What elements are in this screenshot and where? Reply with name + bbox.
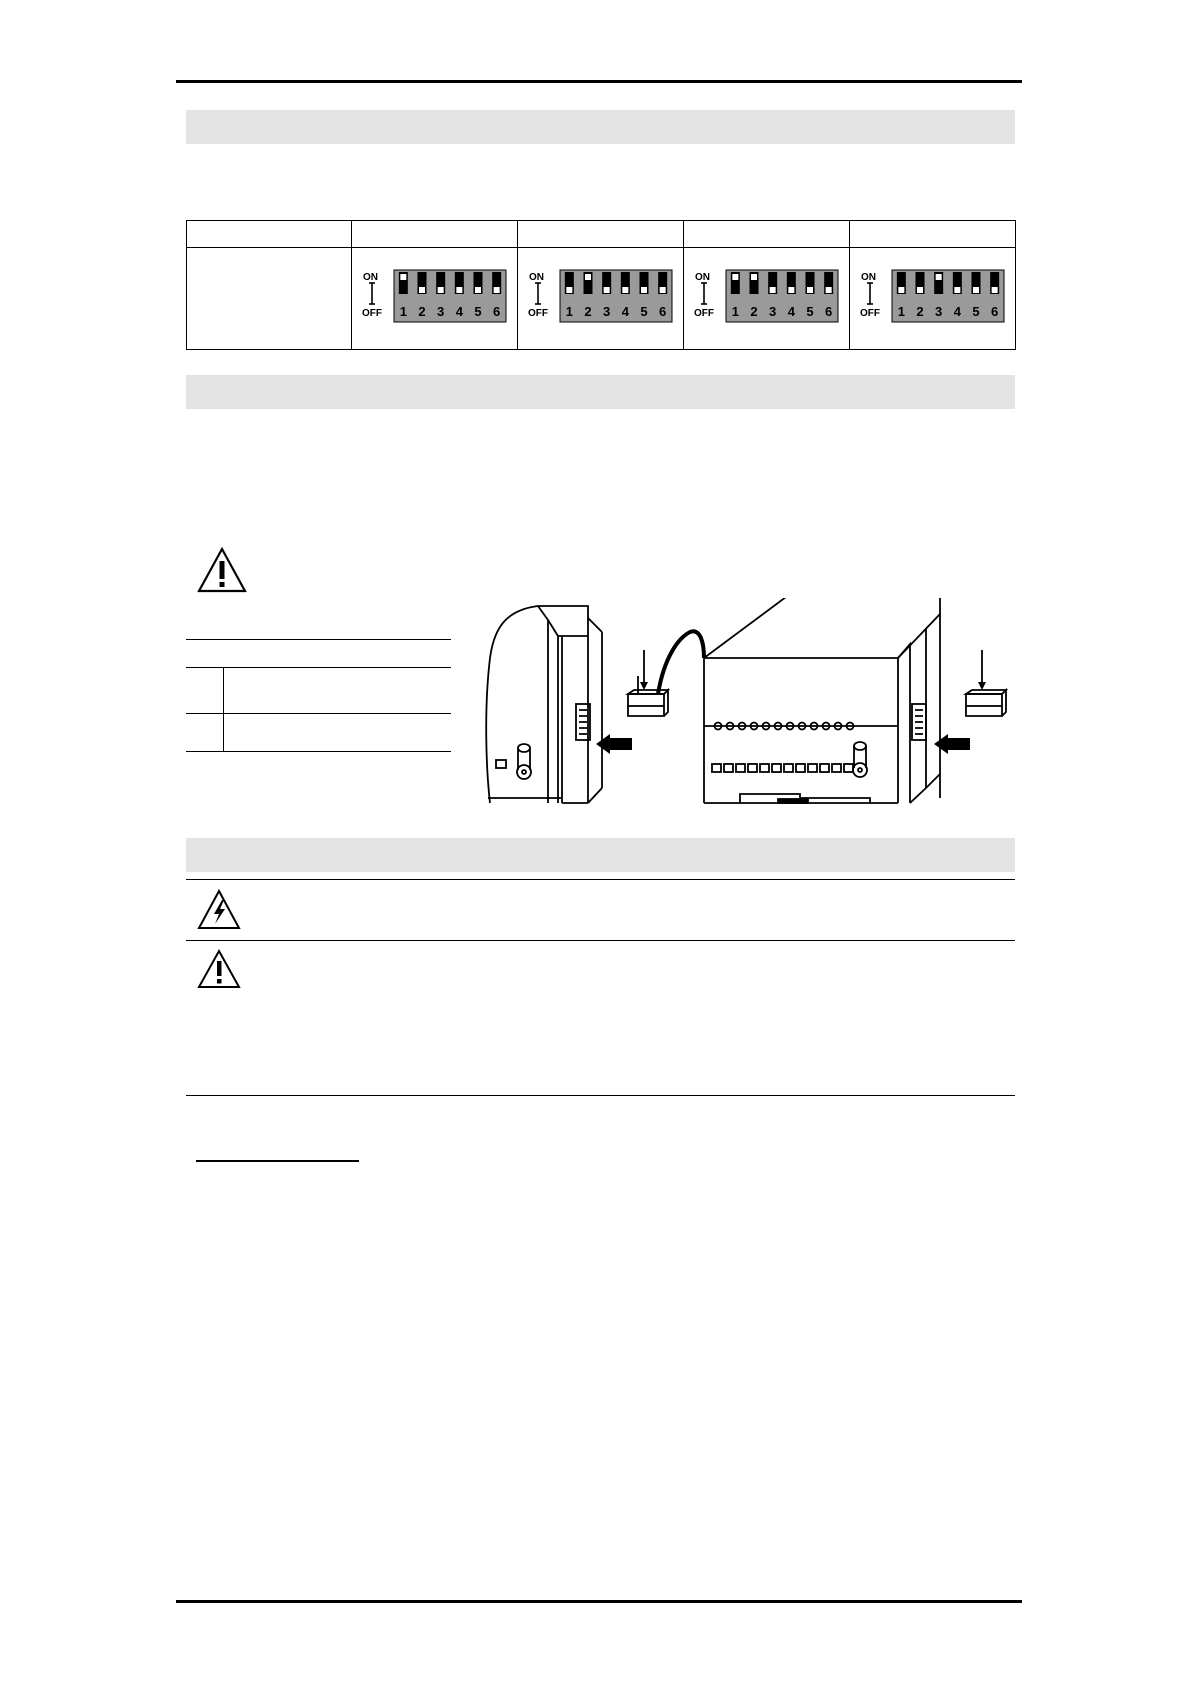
dip-switch-body [726,270,838,322]
dip-switch-number: 2 [749,304,758,319]
on-off-indicator-icon [535,283,541,304]
dip-switch-cell [518,248,684,350]
dip-switch-body [560,270,672,322]
dip-toggle-knob [917,287,923,293]
dip-switch-graphic [528,268,674,324]
dip-switch-0 [362,268,508,329]
dip-toggle-knob [456,287,462,293]
on-off-indicator-icon [867,283,873,304]
dip-switch-cell [850,248,1016,350]
table-rule [186,713,451,714]
dip-toggle-knob [419,287,425,293]
table-row [187,248,1016,350]
dip-switch-number: 5 [805,304,814,319]
dip-toggle-knob [807,287,813,293]
table-header-cell [684,221,850,248]
dip-switch-number: 1 [897,304,905,319]
dip-toggle-knob [437,287,443,293]
table-header-row [187,221,1016,248]
dip-switch-body [892,270,1004,322]
section-heading-band [186,838,1015,872]
dip-switch-number: 4 [455,304,463,319]
warning-rule [186,1095,1015,1096]
dip-switch-number: 5 [473,304,482,319]
dip-toggle-knob [898,287,904,293]
table-column-divider [223,667,224,751]
dip-switch-number: 4 [787,304,795,319]
section-heading-band [186,375,1015,409]
table-header-cell [518,221,684,248]
table-header-cell [352,221,518,248]
dip-switch-number: 1 [399,304,407,319]
table-rule [186,667,451,668]
electrical-hazard-icon [196,888,242,932]
table-rule [186,751,451,752]
dip-switch-2 [694,268,840,329]
dip-toggle-knob [954,287,960,293]
dip-switch-number: 3 [602,304,610,319]
dip-switch-cell [352,248,518,350]
section-heading-band [186,110,1015,144]
on-off-indicator-icon [701,283,707,304]
warning-rule [186,879,1015,880]
dip-switch-number: 6 [824,304,832,319]
dip-off-label: OFF [361,308,382,319]
dip-on-label: ON [694,272,710,283]
dip-switch-number: 5 [639,304,648,319]
dip-on-label: ON [528,272,544,283]
header-rule [176,80,1022,83]
dip-toggle-knob [973,287,979,293]
dip-toggle-knob [641,287,647,293]
dip-toggle-knob [475,287,481,293]
dip-toggle-knob [732,274,738,280]
dip-switch-cell [684,248,850,350]
dip-switch-number: 1 [731,304,739,319]
dip-toggle-knob [566,287,572,293]
table-header-cell [187,221,352,248]
right-module-drawing [704,598,1006,803]
dip-on-label: ON [362,272,378,283]
dip-switch-number: 4 [953,304,961,319]
dip-switch-number: 5 [971,304,980,319]
dip-switch-number: 6 [990,304,998,319]
table-rule [186,639,451,640]
dip-switch-number: 2 [915,304,924,319]
dip-toggle-knob [825,287,831,293]
dip-switch-graphic [860,268,1006,324]
dip-on-label: ON [860,272,876,283]
dip-toggle-knob [751,274,757,280]
footer-rule [176,1600,1022,1603]
dip-switch-number: 6 [492,304,500,319]
on-off-indicator-icon [369,283,375,304]
dip-switch-number: 3 [436,304,444,319]
dip-switch-number: 1 [565,304,573,319]
dip-switch-number: 6 [658,304,666,319]
terminal-block-row [712,764,853,772]
underline-rule [196,1160,359,1162]
warning-triangle-icon [196,948,242,990]
dip-switch-3 [860,268,1006,329]
dip-switch-body [394,270,506,322]
dip-toggle-knob [659,287,665,293]
warning-rule [186,940,1015,941]
dip-toggle-knob [400,274,406,280]
dip-off-label: OFF [527,308,548,319]
dip-switch-number: 2 [583,304,592,319]
dip-toggle-knob [622,287,628,293]
left-module-drawing [486,606,668,803]
dip-switch-1 [528,268,674,329]
dip-switch-table [186,220,1016,350]
module-connection-diagram [478,598,1018,808]
dip-off-label: OFF [693,308,714,319]
dip-toggle-knob [769,287,775,293]
dip-switch-number: 2 [417,304,426,319]
dip-toggle-knob [935,274,941,280]
warning-triangle-icon [196,546,248,594]
dip-switch-number: 3 [768,304,776,319]
dip-toggle-knob [493,287,499,293]
dip-switch-number: 3 [934,304,942,319]
dip-switch-graphic [694,268,840,324]
dip-toggle-knob [585,274,591,280]
dip-toggle-knob [603,287,609,293]
dip-switch-number: 4 [621,304,629,319]
dip-off-label: OFF [859,308,880,319]
table-header-cell [850,221,1016,248]
dip-switch-graphic [362,268,508,324]
table-row-label-cell [187,248,352,350]
dip-toggle-knob [991,287,997,293]
dip-toggle-knob [788,287,794,293]
